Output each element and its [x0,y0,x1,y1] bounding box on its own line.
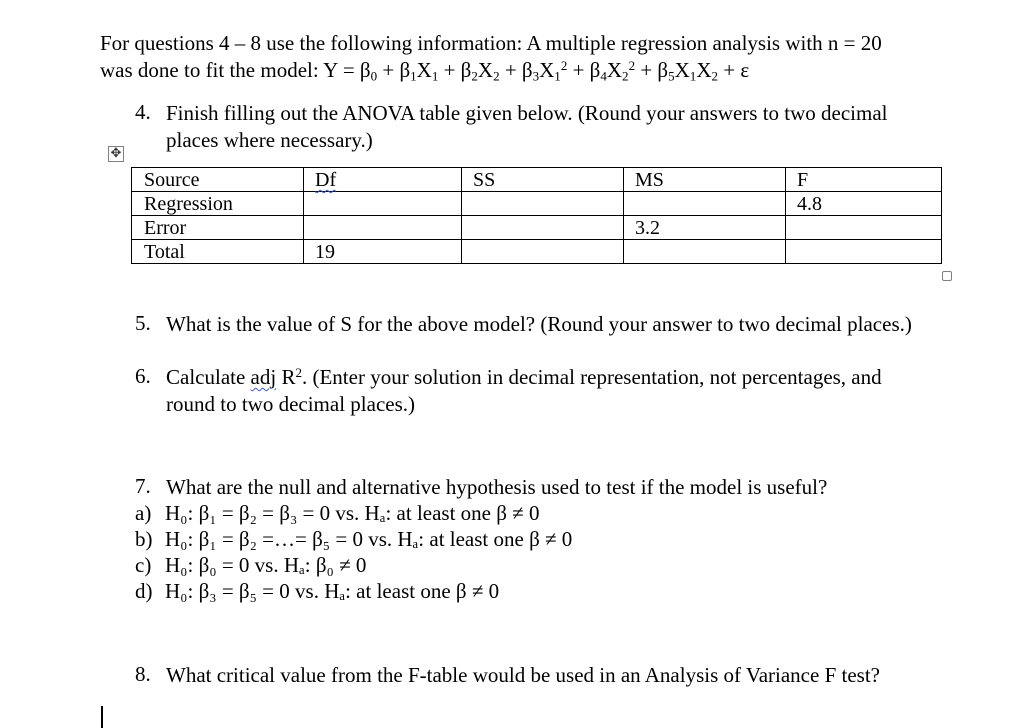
question-5-text [166,311,912,338]
question-7-options [135,500,572,604]
table-move-handle-icon[interactable]: ✥ [108,146,124,162]
option-text: H₀: β₁ = β₂ =…= β₅ = 0 vs. Hₐ: at least one β ≠ 0 [165,527,573,551]
question-6-line-2: round to two decimal places.) [166,392,416,416]
x-superscript: 2 [628,57,636,73]
x-superscript: 2 [560,57,568,73]
cell-ms[interactable] [624,192,786,216]
cell-df[interactable] [304,216,462,240]
cell-f[interactable] [786,216,942,240]
question-8-text [166,662,880,689]
text-cursor [101,706,103,728]
cell-ms[interactable] [624,240,786,264]
header-ss[interactable]: SS [462,168,624,192]
header-df[interactable] [304,168,462,192]
table-header-row [132,168,942,192]
cell-ms[interactable]: 3.2 [624,216,786,240]
table-row-regression [132,192,942,216]
x-subscript: 2 [711,68,718,84]
question-6-suffix: . (Enter your solution in decimal representation, not percentages, and [301,365,882,389]
adj-word: adj [250,365,277,389]
option-d[interactable] [135,578,572,604]
beta-1-subscript: 1 [410,68,417,84]
option-text: H₀: β₃ = β₅ = 0 vs. Hₐ: at least one β ≠ 0 [165,579,500,603]
question-7-line: What are the null and alternative hypothesis used to test if the model is useful? [166,475,828,499]
model-term: X [416,58,432,82]
cell-f[interactable]: 4.8 [786,192,942,216]
question-5-number: 5. [135,311,151,335]
model-term: X [696,58,712,82]
option-letter: d) [135,579,153,603]
question-6-line-1 [166,364,882,391]
model-term: X [539,58,555,82]
cell-df[interactable]: 19 [304,240,462,264]
option-text: H₀: β₀ = 0 vs. Hₐ: β₀ ≠ 0 [165,553,367,577]
question-8-line: What critical value from the F-table would be used in an Analysis of Variance F test? [166,663,880,687]
cell-source[interactable]: Regression [132,192,304,216]
cell-ss[interactable] [462,216,624,240]
question-5-line: What is the value of S for the above model? (Round your answer to two decimal places.) [166,312,912,336]
x-subscript: 1 [431,68,439,84]
question-8-number: 8. [135,662,151,686]
model-term: + β [635,58,669,82]
question-4-text [166,100,888,154]
beta-0-subscript: 0 [370,68,378,84]
option-b[interactable] [135,526,572,552]
question-7-text [166,474,827,501]
intro-line-2 [100,57,980,84]
model-term: X [606,58,623,82]
cell-df[interactable] [304,192,462,216]
option-letter: b) [135,527,153,551]
question-4-line-1: Finish filling out the ANOVA table given below. (Round your answers to two decimal [166,101,888,125]
cell-source[interactable]: Total [132,240,304,264]
question-7-number: 7. [135,474,151,498]
header-df-label: Df [315,169,337,191]
model-error-term: + ε [718,58,750,82]
model-term: + β [499,58,533,82]
cell-f[interactable] [786,240,942,264]
beta-4-subscript: 4 [600,68,607,84]
r-superscript: 2 [295,364,302,380]
model-prefix: was done to fit the model: Y = β [100,58,371,82]
table-resize-handle[interactable] [942,271,952,281]
question-6-number: 6. [135,364,151,388]
option-letter: c) [135,553,152,577]
model-term: X [477,58,494,82]
anova-table[interactable] [131,167,942,264]
x-subscript: 1 [689,68,697,84]
beta-2-subscript: 2 [471,68,478,84]
option-letter: a) [135,501,152,525]
intro-paragraph [100,30,980,84]
header-source[interactable]: Source [132,168,304,192]
model-term: + β [567,58,601,82]
beta-5-subscript: 5 [668,68,675,84]
r-symbol: R [276,365,296,389]
beta-3-subscript: 3 [532,68,540,84]
model-term: + β [438,58,472,82]
question-4-line-2: places where necessary.) [166,128,373,152]
x-subscript: 2 [493,68,500,84]
option-a[interactable] [135,500,572,526]
cell-ss[interactable] [462,240,624,264]
cell-source[interactable]: Error [132,216,304,240]
question-6-text [166,364,882,418]
option-c[interactable] [135,552,572,578]
cell-ss[interactable] [462,192,624,216]
model-term: + β [377,58,411,82]
option-text: H₀: β₁ = β₂ = β₃ = 0 vs. Hₐ: at least one β ≠ 0 [165,501,540,525]
question-6-prefix: Calculate [166,365,251,389]
model-term: X [674,58,690,82]
table-row-total [132,240,942,264]
question-4-number: 4. [135,100,151,124]
table-row-error [132,216,942,240]
x-subscript: 1 [554,68,561,84]
intro-line-1: For questions 4 – 8 use the following information: A multiple regression analysis with n = 20 [100,31,882,55]
header-ms[interactable]: MS [624,168,786,192]
x-subscript: 2 [622,68,629,84]
header-f[interactable]: F [786,168,942,192]
